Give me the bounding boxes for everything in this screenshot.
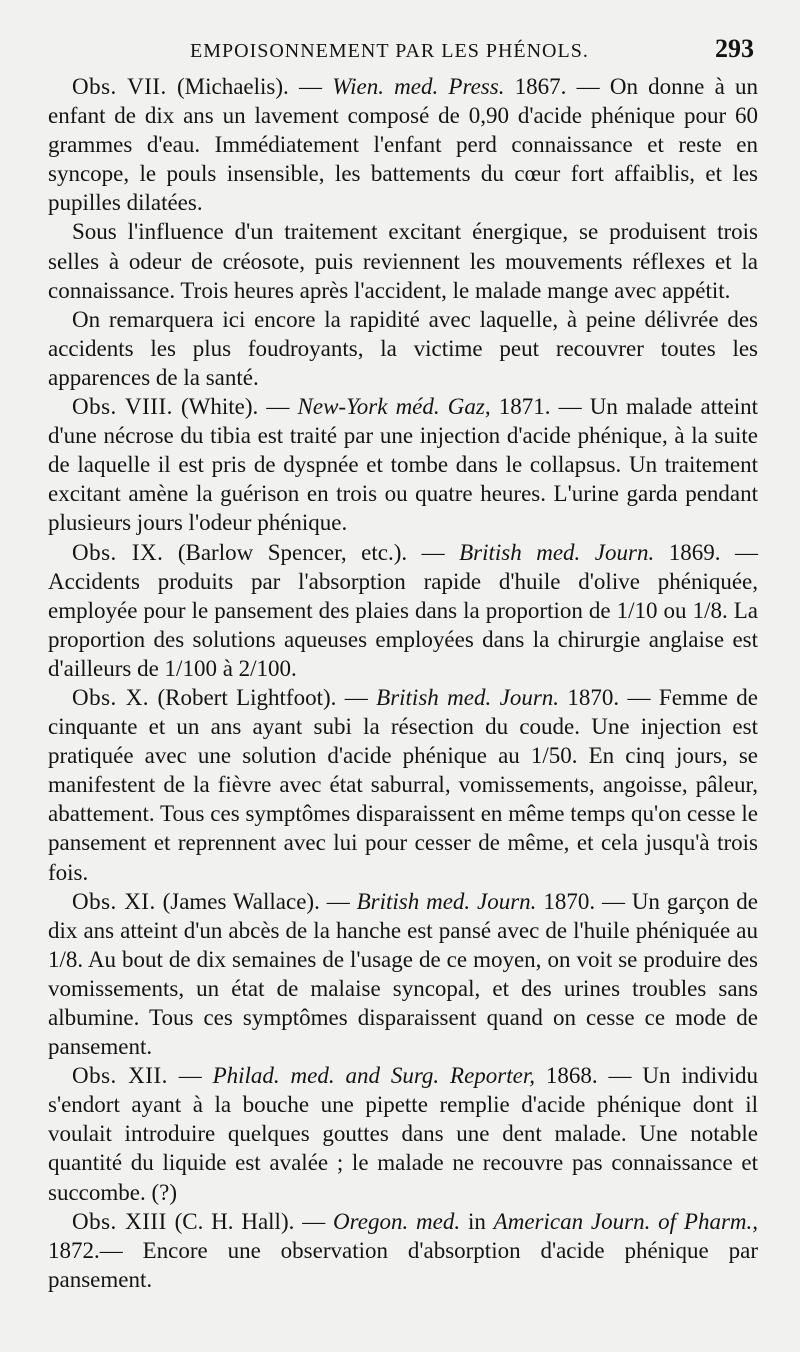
obs-label: Obs. XII. — [72, 1063, 168, 1089]
obs-text: 1870. — Un garçon de dix ans atteint d'un abcès de la hanche est pansé avec de l'huile phéniquée au 1/8. Au bout de dix semaines de l'usage de ce moyen, on voit se produire des vomissements, un état de malaise syncopal, et des urines troubles sans albumine. Tous ces symptômes disparaissent quand on cesse ce mode de pansement. — [48, 888, 758, 1060]
obs-label: Obs. XIII — [72, 1208, 167, 1234]
page-number: 293 — [715, 34, 754, 63]
obs-source: Wien. med. Press. — [332, 74, 505, 99]
obs-label: Obs. VIII. — [72, 394, 173, 420]
page-body — [48, 72, 758, 1294]
obs-author: — — [167, 1063, 213, 1089]
obs-text: 1872.— Encore une observation d'absorption d'acide phénique par pansement. — [48, 1237, 758, 1292]
observation-xii — [48, 1061, 758, 1206]
obs-source: British med. Journ. — [356, 888, 537, 914]
obs-text: 1871. — Un malade atteint d'une nécrose du tibia est traité par une injection d'acide phénique, à la suite de laquelle il est pris de dyspnée et tombe dans le collapsus. Un traitement excitant amène la guérison en trois ou quatre heures. L'urine garda pendant plusieurs jours l'odeur phénique. — [48, 394, 759, 536]
obs-source-secondary: American Journ. of Pharm., — [493, 1208, 759, 1234]
obs-author: (Robert Lightfoot). — — [149, 684, 377, 710]
obs-source: British med. Journ. — [376, 684, 560, 710]
observation-xiii — [48, 1207, 758, 1294]
obs-label: Obs. XI. — [72, 888, 156, 914]
obs-source: British med. Journ. — [459, 539, 655, 565]
obs-text: 1867. — On donne à un enfant de dix ans un lavement composé de 0,90 d'acide phénique pour 60 grammes d'eau. Immédiatement l'enfant perd connaissance et reste en syncope, le pouls insensible, les battements du cœur fort affaiblis, et les pupilles dilatées. — [48, 74, 759, 216]
obs-author: (Michaelis). — — [166, 74, 333, 99]
obs-label: Obs. VII. — [72, 74, 167, 99]
observation-vii — [48, 72, 758, 217]
paragraph-remark: On remarquera ici encore la rapidité avec laquelle, à peine délivrée des accidents les plus foudroyants, la victime peut recouvrer toutes les apparences de la santé. — [48, 306, 758, 390]
obs-source: Philad. med. and Surg. Reporter, — [212, 1063, 536, 1089]
running-title: EMPOISONNEMENT PAR LES PHÉNOLS. — [190, 40, 589, 62]
obs-connector: in — [460, 1208, 494, 1234]
obs-author: (C. H. Hall). — — [166, 1208, 334, 1234]
obs-author: (White). — — [172, 394, 298, 420]
obs-author: (James Wallace). — — [155, 888, 357, 914]
obs-text: 1870. — Femme de cinquante et un ans ayant subi la résection du coude. Une injection est pratiquée avec une solution d'acide phénique au 1/50. En cinq jours, se manifestent de la fièvre avec état saburral, vomissements, angoisse, pâleur, abattement. Tous ces symptômes disparaissent en même temps qu'on cesse le pansement et reprennent avec lui pour cesser de même, et cela jusqu'à trois fois. — [48, 684, 759, 885]
page-header — [190, 34, 754, 64]
observation-ix — [48, 538, 758, 683]
obs-text: 1869. — Accidents produits par l'absorption rapide d'huile d'olive phéniquée, employée pour le pansement des plaies dans la proportion de 1/10 ou 1/8. La proportion des solutions aqueuses employées dans la chirurgie anglaise est d'ailleurs de 1/100 à 2/100. — [48, 539, 758, 681]
obs-label: Obs. IX. — [72, 539, 164, 565]
observation-viii — [48, 392, 758, 537]
obs-text: 1868. — Un individu s'endort ayant à la bouche une pipette remplie d'acide phénique dont il voulait introduire quelques gouttes dans une dent malade. Une notable quantité du liquide est avalée ; le malade ne recouvre pas connaissance et succombe. (?) — [48, 1063, 759, 1205]
paragraph-treatment: Sous l'influence d'un traitement excitant énergique, se produisent trois selles à odeur de créosote, puis reviennent les mouvements réflexes et la connaissance. Trois heures après l'accident, le malade mange avec appétit. — [48, 219, 758, 303]
obs-source: Oregon. med. — [333, 1208, 461, 1234]
obs-source: New-York méd. Gaz, — [297, 394, 491, 420]
obs-author: (Barlow Spencer, etc.). — — [163, 539, 460, 565]
observation-x — [48, 683, 758, 887]
observation-xi — [48, 887, 758, 1062]
obs-label: Obs. X. — [72, 684, 150, 710]
